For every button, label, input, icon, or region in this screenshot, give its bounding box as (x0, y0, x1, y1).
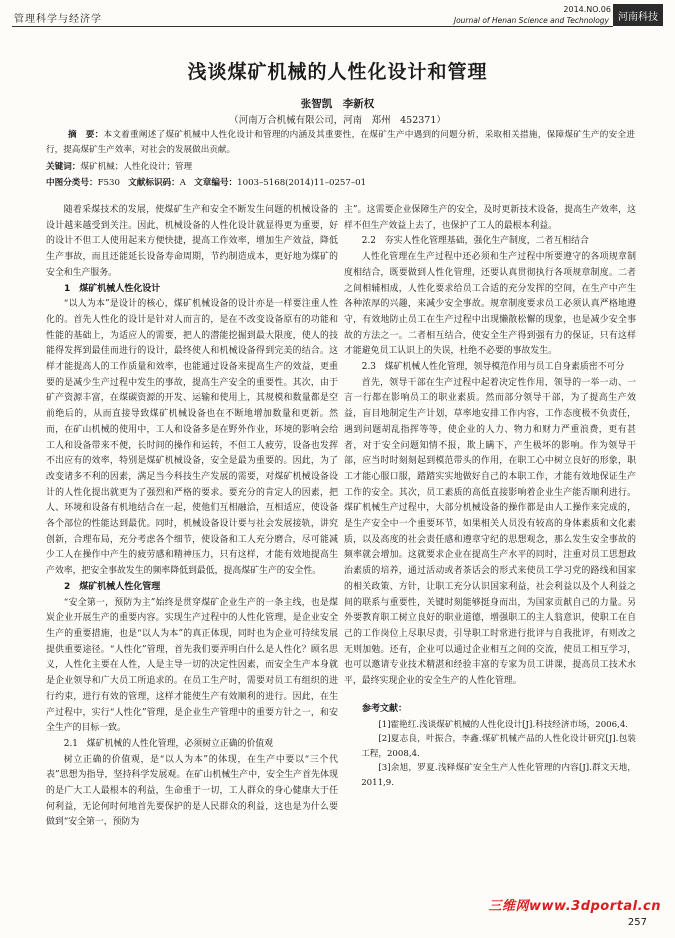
page-number: 257 (627, 917, 647, 928)
abstract (46, 128, 635, 158)
reference-item: [3]余旭，罗夏.浅释煤矿安全生产人性化管理的内容[J].群文天地，2011,9. (361, 763, 636, 788)
header-divider (12, 26, 613, 27)
abstract-label: 摘 要： (68, 130, 104, 140)
journal-name: Journal of Henan Science and Technology (453, 16, 609, 25)
keywords-text: 煤矿机械；人性化设计；管理 (80, 162, 193, 172)
section-2-2-paragraph: 人性化管理在生产过程中还必须和生产过程中所要遵守的各项规章制度相结合，既要做到人性化管理，还要认真贯彻执行各项规章制度。二者之间相辅相成，人性化要求给员工合适的充分发挥的空间，在生产中产生各种浓厚的兴趣，来减少安全事故。规章制度要求员工必须认真严格地遵守，有效地防止员工在生产过程中出现懒散松懈的现象，也是减少安全事故的方法之一。二者相互结合，使安全生产得到强有力的保证，只有这样才能避免员工认识上的失误，杜绝不必要的事故发生。 (344, 252, 636, 357)
article-id-label: 文章编号： (194, 178, 238, 188)
site-watermark: 三维网www.3dportal.cn (488, 899, 661, 914)
clc-value: F530 (97, 178, 120, 188)
affiliation: （河南万合机械有限公司，河南 郑州 452371） (229, 115, 446, 126)
keywords (46, 160, 635, 175)
reference-item: [2]夏志良，叶振合，李鑫.煤矿机械产品的人性化设计研究[J].包装工程，2008,4. (361, 734, 636, 759)
reference-item: [1]霍艳红.浅谈煤矿机械的人性化设计[J].科技经济市场，2006,4. (378, 719, 629, 730)
article-title: 浅谈煤矿机械的人性化设计和管理 (187, 61, 488, 83)
running-header: 管理科学与经济学 (14, 14, 102, 25)
doc-code-value: A (179, 178, 186, 188)
keywords-label: 关键词： (46, 162, 81, 172)
section-2-heading: 2 煤矿机械人性化管理 (64, 581, 161, 592)
section-2-3-paragraph: 首先，领导干部在生产过程中起着决定性作用，领导的一举一动、一言一行都在影响员工的职业素质。然而部分领导干部，为了提高生产效益，盲目地制定生产计划，草率地安排工作内容，工作态度极不负责任，遇到问题胡乱指挥等等，使企业的人力、物力和财力严重浪费，更有甚者，对于安全问题知情不报，欺上瞒下，产生极坏的影响。作为领导干部，应当时时刻刻起到模范带头的作用，在职工心中树立良好的形象，职工才能心服口服，踏踏实实地做好自己的本职工作，才能有效地保证生产工作的安全。其次，员工素质的高低直接影响着企业生产能否顺利进行。煤矿机械生产过程中，大部分机械设备的操作都是由人工操作来完成的，是生产安全中一个重要环节，如果相关人员没有较高的身体素质和文化素质，以及高度的社会责任感和遵章守纪的思想观念，那么发生安全事故的频率就会增加。这就要求企业在提高生产水平的同时，注重对员工思想政治素质的培养，通过活动或者茶话会的形式来使员工学习党的路线和国家的相关政策、方针，让职工充分认识国家利益，社会利益以及个人利益之间的联系与重要性，关键时刻能够挺身而出，为国家贡献自己的力量。另外要教育职工树立良好的职业道德，增强职工的主人翁意识，使职工在自己的工作岗位上尽职尽责，引导职工时常进行批评与自我批评，有则改之无则加勉。还有，企业可以通过企业相互之间的交流，使员工相互学习，也可以邀请专业技术精湛和经验丰富的专家为员工讲课，提高员工技术水平，最终实现企业的安全生产的人性化管理。 (344, 377, 636, 687)
section-2-1-continued: 主”。这需要企业保障生产的安全，及时更新技术设备，提高生产效率，这样不但生产效益上去了，也保护了工人的最根本利益。 (344, 205, 636, 231)
right-column (344, 203, 636, 790)
section-2-paragraph: “安全第一，预防为主”始终是贯穿煤矿企业生产的一条主线，也是煤炭企业开展生产的重要内容。实现生产过程中的人性化管理，是企业安全生产的重要措施，也是“以人为本”的真正体现，同时也为企业可持续发展提供重要途径。“人性化”管理，首先我们要弄明白什么是人性化？顾名思义，人性化主要在人性，人是主导一切的决定性因素，而安全生产本身就是企业领导和广大员工所追求的。在员工生产时，需要对员工有组织的进行约束，进行有效的管理，这样才能使生产有效顺利的进行。因此，在生产过程中，实行“人性化”管理，是企业生产管理中的重要方针之一，和安全生产的目标一致。 (46, 597, 338, 734)
section-2-3-heading: 2.3 煤矿机械人性化管理，领导模范作用与员工自身素质密不可分 (361, 362, 625, 373)
classification-line (46, 176, 635, 191)
section-2-2-heading: 2.2 夯实人性化管理基础，强化生产制度，二者互相结合 (361, 236, 589, 247)
journal-tag: 河南科技 (613, 4, 663, 26)
authors: 张智凯 李新权 (300, 98, 375, 110)
abstract-text: 本文着重阐述了煤矿机械中人性化设计和管理的内涵及其重要性，在煤矿生产中遇到的问题分析，采取相关措施，保障煤矿生产的安全进行，提高煤矿生产效率，对社会的发展做出贡献。 (46, 130, 635, 155)
article-id-value: 1003–5168(2014)11–0257–01 (237, 178, 367, 188)
section-2-1-paragraph: 树立正确的价值观，是“以人为本”的体现，在生产中要以“三个代表”思想为指导，坚持科学发展观。在矿山机械生产中，安全生产首先体现的是广大工人最根本的利益，生命重于一切，工人群众的身心健康大于任何利益，无论何时何地首先要保护的是人民群众的利益，这也是为什么要做到“安全第一，预防为 (46, 754, 338, 828)
section-1-heading: 1 煤矿机械人性化设计 (64, 283, 161, 294)
section-1-paragraph: “以人为本”是设计的核心，煤矿机械设备的设计亦是一样要注重人性化的。首先人性化的设计是针对人而言的，是在不改变设备原有的功能和性能的基础上，为适应人的需要，把人的潜能挖掘到最大限度，使人的技能得发挥到最佳而进行的设计，最终使人和机械设备得到完美的结合。这样才能提高人的工作质量和效率，也能通过设备来提高生产的效益，更重要的是减少生产过程中发生的事故，提高生产安全的重要性。其次，由于矿产资源丰富，在煤碳资源的开发、运输和使用上，其规模和数量都是空前绝后的，从而直接导致煤矿机械设备也在不断地增加数量和更新。然而，在矿山机械的使用中，工人和设备多是在野外作业，环境的影响会给工人和设备带来不便，长时间的操作和运转，不但工人疲劳，设备也发挥不出应有的效率，特别是煤矿机械设备，安全是最为重要的。因此，为了改变诸多不利的因素，满足当今科技生产发展的需要，对煤矿机械设备设计的人性化提出就更为了强烈和严格的要求。要充分的肯定人的因素，把人、环境和设备有机地结合在一起，使他们互相融洽，互相适应，使设备各个部位的性能达到最优。同时，机械设备设计要与社会发展接轨，讲究创新，合理布局，充分考虑各个细节，使设备和工人充分磨合，尽可能减少工人在操作中产生的疲劳感和精神压力，只有这样，才能有效地提高生产效率，把安全事故发生的频率降低到最低，提高煤矿生产的安全性。 (46, 299, 338, 577)
issue-number: 2014.NO.06 (563, 5, 611, 14)
references-heading: 参考文献： (362, 703, 408, 714)
left-column (46, 203, 338, 831)
clc-label: 中图分类号： (46, 178, 98, 188)
intro-paragraph: 随着采煤技术的发展，使煤矿生产和安全不断发生问题的机械设备的设计越来越受到关注。因此，机械设备的人性化设计就显得更为重要，好的设计不但工人使用起来方便快捷，提高工作效率，增加生产效益，降低生产事故，而且还能延长设备寿命周期，节约制造成本，更好地为煤矿的安全和生产服务。 (46, 205, 338, 278)
doc-code-label: 文献标识码： (128, 178, 180, 188)
section-2-1-heading: 2.1 煤矿机械的人性化管理，必须树立正确的价值观 (63, 738, 274, 749)
